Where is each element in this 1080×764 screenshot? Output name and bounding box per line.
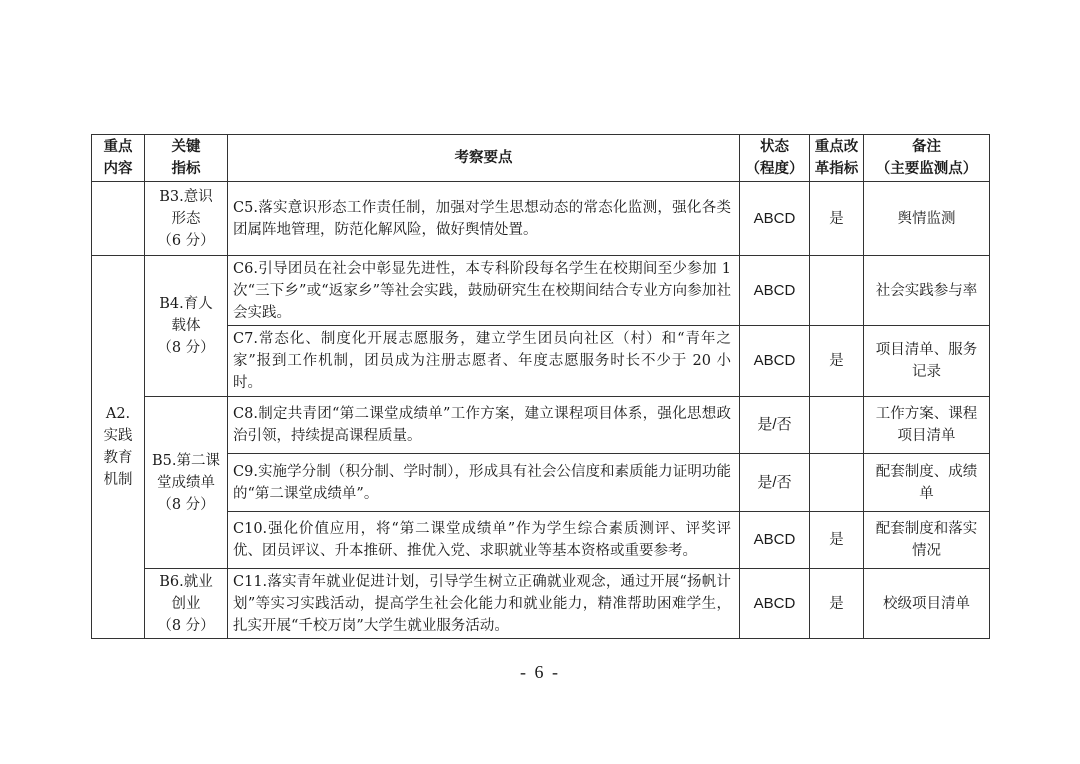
status-c9: 是/否 [740,454,810,512]
point-c7: C7.常态化、制度化开展志愿服务，建立学生团员向社区（村）和“青年之家”报到工作机制，团员成为注册志愿者、年度志愿服务时长不少于 20 小时。 [228,326,740,397]
point-c6: C6.引导团员在社会中彰显先进性，本专科阶段每名学生在校期间至少参加 1 次“三下乡”或“返家乡”等社会实践，鼓励研究生在校期间结合专业方向参加社会实践。 [228,256,740,326]
point-c10: C10.强化价值应用，将“第二课堂成绩单”作为学生综合素质测评、评奖评优、团员评议、升本推研、推优入党、求职就业等基本资格或重要参考。 [228,512,740,569]
header-status: 状态 （程度） [740,135,810,182]
reform-c11: 是 [810,569,864,639]
note-c10: 配套制度和落实情况 [864,512,990,569]
table-row [92,256,990,326]
status-c7: ABCD [740,326,810,397]
note-c9: 配套制度、成绩单 [864,454,990,512]
table-row [92,182,990,256]
note-c5: 舆情监测 [864,182,990,256]
reform-c5: 是 [810,182,864,256]
status-c6: ABCD [740,256,810,326]
note-c11: 校级项目清单 [864,569,990,639]
reform-c9 [810,454,864,512]
status-c5: ABCD [740,182,810,256]
header-focus: 重点 内容 [92,135,145,182]
table-row [92,569,990,639]
point-c5: C5.落实意识形态工作责任制，加强对学生思想动态的常态化监测，强化各类团属阵地管理，防范化解风险，做好舆情处置。 [228,182,740,256]
status-c11: ABCD [740,569,810,639]
focus-cell-empty [92,182,145,256]
reform-c6 [810,256,864,326]
table-row [92,397,990,454]
header-reform: 重点改 革指标 [810,135,864,182]
note-c8: 工作方案、课程项目清单 [864,397,990,454]
note-c6: 社会实践参与率 [864,256,990,326]
point-c8: C8.制定共青团“第二课堂成绩单”工作方案，建立课程项目体系，强化思想政治引领，持续提高课程质量。 [228,397,740,454]
note-c7: 项目清单、服务记录 [864,326,990,397]
indicator-b5: B5.第二课 堂成绩单 （8 分） [145,397,228,569]
reform-c7: 是 [810,326,864,397]
header-key-indicator: 关键 指标 [145,135,228,182]
focus-a2: A2. 实践 教育 机制 [92,256,145,639]
status-c8: 是/否 [740,397,810,454]
header-notes: 备注 （主要监测点） [864,135,990,182]
point-c11: C11.落实青年就业促进计划，引导学生树立正确就业观念，通过开展“扬帆计划”等实习实践活动，提高学生社会化能力和就业能力，精准帮助困难学生，扎实开展“千校万岗”大学生就业服务活动。 [228,569,740,639]
reform-c10: 是 [810,512,864,569]
point-c9: C9.实施学分制（积分制、学时制），形成具有社会公信度和素质能力证明功能的“第二课堂成绩单”。 [228,454,740,512]
reform-c8 [810,397,864,454]
indicator-b6: B6.就业 创业 （8 分） [145,569,228,639]
evaluation-table [91,134,990,639]
indicator-b3: B3.意识 形态 （6 分） [145,182,228,256]
status-c10: ABCD [740,512,810,569]
indicator-b4: B4.育人 载体 （8 分） [145,256,228,397]
page-number: - 6 - [520,662,560,682]
table-header-row [92,135,990,182]
header-points: 考察要点 [228,135,740,182]
